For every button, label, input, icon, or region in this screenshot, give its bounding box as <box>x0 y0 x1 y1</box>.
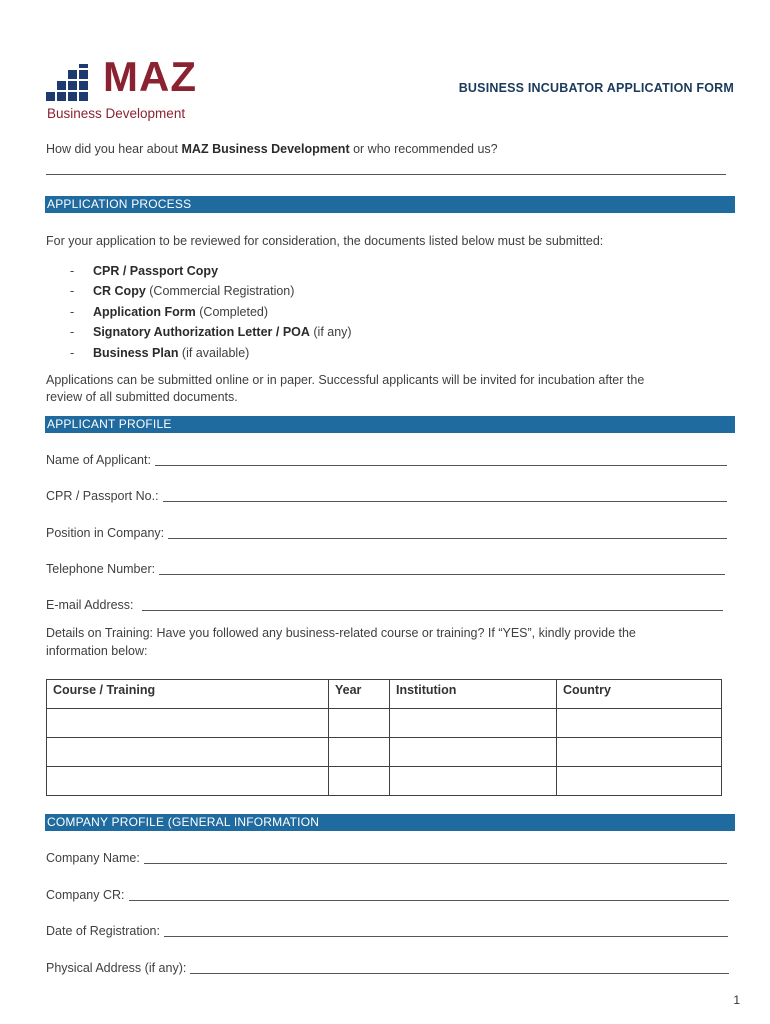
position-input-line[interactable] <box>168 538 727 539</box>
bar-chart-logo-icon <box>46 64 102 104</box>
registration-date-input-line[interactable] <box>164 936 728 937</box>
table-cell[interactable] <box>390 709 557 738</box>
referral-question-bold: MAZ Business Development <box>181 142 350 156</box>
registration-date-field[interactable] <box>46 923 728 940</box>
training-question-line1: Details on Training: Have you followed any business-related course or training? If “YES”, kindly provide the <box>46 626 636 640</box>
section-application-process: APPLICATION PROCESS <box>45 196 735 213</box>
telephone-input-line[interactable] <box>159 574 725 575</box>
form-title: BUSINESS INCUBATOR APPLICATION FORM <box>458 81 734 95</box>
telephone-field[interactable] <box>46 561 725 578</box>
table-cell[interactable] <box>329 767 390 796</box>
table-cell[interactable] <box>47 738 329 767</box>
referral-question-pre: How did you hear about <box>46 142 182 156</box>
applicant-name-input-line[interactable] <box>155 465 727 466</box>
table-cell[interactable] <box>390 767 557 796</box>
section-applicant-profile: APPLICANT PROFILE <box>45 416 735 433</box>
table-row <box>47 767 722 796</box>
referral-question <box>46 141 498 158</box>
table-cell[interactable] <box>47 709 329 738</box>
applicant-name-label: Name of Applicant: <box>46 453 151 467</box>
table-cell[interactable] <box>329 709 390 738</box>
column-header: Year <box>329 680 390 709</box>
logo-subtitle: Business Development <box>47 106 186 121</box>
submission-note-line1: Applications can be submitted online or in paper. Successful applicants will be invited for incubation after the <box>46 373 645 387</box>
section-company-profile: COMPANY PROFILE (GENERAL INFORMATION <box>45 814 735 831</box>
logo-wordmark: MAZ <box>103 53 197 100</box>
table-cell[interactable] <box>329 738 390 767</box>
column-header: Country <box>557 680 722 709</box>
position-label: Position in Company: <box>46 526 165 540</box>
submission-note-line2: review of all submitted documents. <box>46 390 238 404</box>
required-documents-list <box>70 261 352 363</box>
list-item: - Business Plan (if available) <box>70 345 250 360</box>
registration-date-label: Date of Registration: <box>46 924 160 938</box>
page-number: 1 <box>733 993 740 1007</box>
physical-address-input-line[interactable] <box>190 973 729 974</box>
physical-address-label: Physical Address (if any): <box>46 961 187 975</box>
applicant-name-field[interactable] <box>46 452 727 469</box>
referral-question-post: or who recommended us? <box>349 142 498 156</box>
company-name-label: Company Name: <box>46 851 140 865</box>
email-label: E-mail Address: <box>46 598 134 612</box>
company-cr-input-line[interactable] <box>129 900 730 901</box>
referral-answer-line[interactable] <box>46 174 726 175</box>
company-name-input-line[interactable] <box>144 863 727 864</box>
cpr-passport-input-line[interactable] <box>163 501 727 502</box>
cpr-passport-label: CPR / Passport No.: <box>46 489 159 503</box>
maz-logo <box>46 53 216 122</box>
company-cr-label: Company CR: <box>46 888 125 902</box>
table-cell[interactable] <box>557 738 722 767</box>
email-input-line[interactable] <box>142 610 723 611</box>
table-header-row <box>47 680 722 709</box>
position-field[interactable] <box>46 525 727 542</box>
table-cell[interactable] <box>47 767 329 796</box>
table-cell[interactable] <box>557 709 722 738</box>
company-name-field[interactable] <box>46 850 727 867</box>
telephone-label: Telephone Number: <box>46 562 156 576</box>
physical-address-field[interactable] <box>46 960 729 977</box>
column-header: Course / Training <box>47 680 329 709</box>
cpr-passport-field[interactable] <box>46 488 727 505</box>
company-cr-field[interactable] <box>46 887 729 904</box>
email-field[interactable] <box>46 597 723 614</box>
table-cell[interactable] <box>557 767 722 796</box>
list-item: - Signatory Authorization Letter / POA (if any) <box>70 325 352 340</box>
training-question-line2: information below: <box>46 644 148 658</box>
application-lead-text: For your application to be reviewed for consideration, the documents listed below must be submitted: <box>46 234 604 248</box>
list-item: - Application Form (Completed) <box>70 304 269 319</box>
column-header: Institution <box>390 680 557 709</box>
training-table <box>46 679 722 796</box>
table-row <box>47 738 722 767</box>
list-item: - CR Copy (Commercial Registration) <box>70 284 295 299</box>
table-cell[interactable] <box>390 738 557 767</box>
list-item: - CPR / Passport Copy <box>70 264 219 278</box>
table-row <box>47 709 722 738</box>
